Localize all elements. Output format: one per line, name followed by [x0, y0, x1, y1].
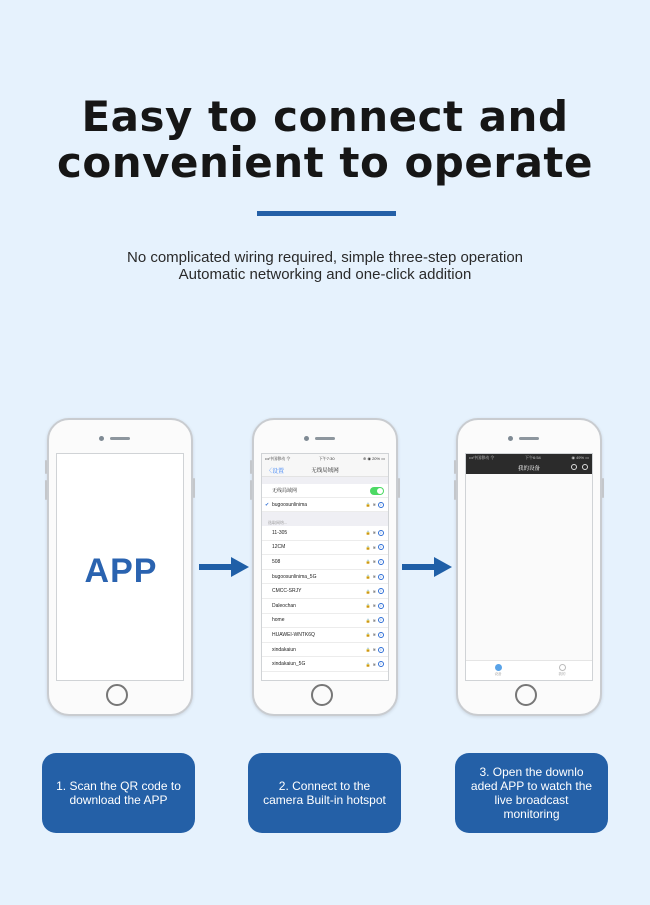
network-name: 508: [272, 558, 281, 565]
phone-devices: [456, 418, 602, 716]
side-button: [454, 460, 456, 474]
app-label: APP: [84, 552, 158, 590]
wifi-icon: ≋: [372, 588, 376, 594]
back-button[interactable]: 〈设置: [266, 469, 285, 475]
info-icon[interactable]: i: [378, 632, 384, 638]
lock-icon: 🔒: [365, 661, 371, 667]
tab-devices[interactable]: [466, 661, 530, 680]
lock-icon: 🔒: [365, 632, 371, 638]
nav-bar: [466, 461, 592, 474]
me-tab-icon: [559, 664, 566, 671]
network-row[interactable]: [262, 570, 388, 585]
info-icon[interactable]: i: [378, 544, 384, 550]
info-icon[interactable]: i: [378, 574, 384, 580]
section-label: 选取网络...: [262, 512, 388, 526]
phone-screen: [465, 453, 593, 681]
wifi-icon: ≋: [372, 647, 376, 653]
wifi-icon: ≋: [372, 603, 376, 609]
add-icon[interactable]: [582, 464, 588, 470]
side-button: [250, 480, 252, 500]
network-row[interactable]: [262, 584, 388, 599]
network-name: CMCC-SRJY: [272, 588, 302, 595]
tab-me[interactable]: [530, 661, 593, 680]
lock-icon: 🔒: [365, 530, 371, 536]
status-time: 下午7:30: [318, 456, 335, 461]
tab-devices-label: 设备: [494, 672, 502, 676]
subtitle: [0, 249, 650, 283]
connected-network-name: bugoosunlinima: [272, 501, 308, 508]
network-name: home: [272, 617, 285, 624]
info-icon[interactable]: i: [378, 588, 384, 594]
lock-icon: 🔒: [365, 574, 371, 580]
info-icon[interactable]: i: [378, 647, 384, 653]
nav-title: 我的设备: [517, 465, 540, 472]
network-name: HUAWEI-WNTK6Q: [272, 631, 315, 638]
refresh-icon[interactable]: [571, 464, 577, 470]
home-button: [311, 684, 333, 706]
lock-icon: 🔒: [365, 544, 371, 550]
camera-icon: [508, 436, 513, 441]
status-bar: [262, 454, 388, 463]
checkmark-icon: ✔: [265, 501, 270, 508]
arrow-right-icon: [199, 557, 249, 577]
phone-app: [47, 418, 193, 716]
wlan-toggle-row: [262, 484, 388, 498]
side-button: [250, 460, 252, 474]
subtitle-line-1: No complicated wiring required, simple three-step operation: [126, 249, 524, 266]
side-button: [193, 478, 195, 498]
lock-icon: 🔒: [365, 588, 371, 594]
info-icon[interactable]: i: [378, 661, 384, 667]
side-button: [602, 478, 604, 498]
network-row[interactable]: [262, 643, 388, 658]
status-battery: ◉ 49% ▭: [571, 455, 589, 460]
wifi-icon: ≋: [372, 559, 376, 565]
status-bar: [466, 454, 592, 461]
connected-network-row[interactable]: [262, 498, 388, 512]
side-button: [398, 478, 400, 498]
headline-underline: [257, 211, 396, 216]
subtitle-line-2: Automatic networking and one-click addition: [178, 266, 472, 283]
info-icon[interactable]: i: [378, 617, 384, 623]
arrow-right-icon: [402, 557, 452, 577]
side-button: [45, 480, 47, 500]
network-name: xindakaiun_5G: [272, 661, 306, 668]
lock-icon: 🔒: [365, 502, 371, 507]
nav-title: 无线局域网: [311, 467, 339, 474]
network-list: [262, 526, 388, 672]
wifi-icon: ≋: [372, 574, 376, 580]
network-name: xindakaiun: [272, 646, 296, 653]
lock-icon: 🔒: [365, 647, 371, 653]
device-list-area: [466, 474, 593, 662]
devices-tab-icon: [495, 664, 502, 671]
phone-wlan: [252, 418, 398, 716]
speaker-grille: [110, 437, 130, 440]
side-button: [45, 460, 47, 474]
camera-icon: [99, 436, 104, 441]
home-button: [515, 684, 537, 706]
status-time: 下午6:54: [525, 455, 541, 460]
home-button: [106, 684, 128, 706]
step-3-text: 3. Open the downlo aded APP to watch the live broadcast monitoring: [470, 765, 593, 821]
network-name: 11-305: [272, 529, 288, 536]
status-carrier: •••中国移动 令: [265, 456, 291, 461]
wifi-icon: ≋: [372, 632, 376, 638]
wifi-icon: ≋: [372, 530, 376, 536]
tab-bar: [466, 660, 593, 680]
wifi-icon: ≋: [372, 544, 376, 550]
network-row[interactable]: [262, 614, 388, 629]
wifi-icon: ≋: [372, 617, 376, 623]
lock-icon: 🔒: [365, 603, 371, 609]
headline-line-1: Easy to connect and: [81, 92, 569, 141]
network-row[interactable]: [262, 657, 388, 672]
wifi-icon: ≋: [372, 661, 376, 667]
headline-line-2: convenient to operate: [57, 138, 593, 187]
side-button: [454, 480, 456, 500]
network-row[interactable]: [262, 555, 388, 570]
step-2-text: 2. Connect to the camera Built-in hotspot: [263, 779, 386, 807]
tab-me-label: 我的: [558, 672, 566, 676]
wifi-icon: ≋: [372, 502, 376, 507]
network-name: 12CM: [272, 544, 286, 551]
status-carrier: •••中国移动 令: [469, 455, 495, 460]
info-icon[interactable]: i: [378, 530, 384, 536]
network-row[interactable]: [262, 599, 388, 614]
phone-screen: [56, 453, 184, 681]
camera-icon: [304, 436, 309, 441]
wlan-toggle-label: 无线局域网: [272, 488, 298, 494]
network-row[interactable]: [262, 526, 388, 541]
step-3-card: [455, 753, 608, 833]
info-icon[interactable]: i: [378, 559, 384, 565]
phone-screen: [261, 453, 389, 681]
wlan-toggle[interactable]: [370, 487, 384, 495]
network-name: Daleochan: [272, 602, 296, 609]
step-1-text: 1. Scan the QR code to download the APP: [56, 779, 181, 807]
network-name: bugoosunlinima_5G: [272, 573, 317, 580]
lock-icon: 🔒: [365, 617, 371, 623]
nav-bar: [262, 463, 388, 477]
speaker-grille: [315, 437, 335, 440]
step-1-card: [42, 753, 195, 833]
status-battery: ⊕ ◉ 20% ▭: [363, 456, 385, 461]
network-row[interactable]: [262, 541, 388, 556]
speaker-grille: [519, 437, 539, 440]
info-icon[interactable]: i: [378, 502, 384, 508]
lock-icon: 🔒: [365, 559, 371, 565]
headline: [0, 94, 650, 186]
info-icon[interactable]: i: [378, 603, 384, 609]
step-2-card: [248, 753, 401, 833]
network-row[interactable]: [262, 628, 388, 643]
